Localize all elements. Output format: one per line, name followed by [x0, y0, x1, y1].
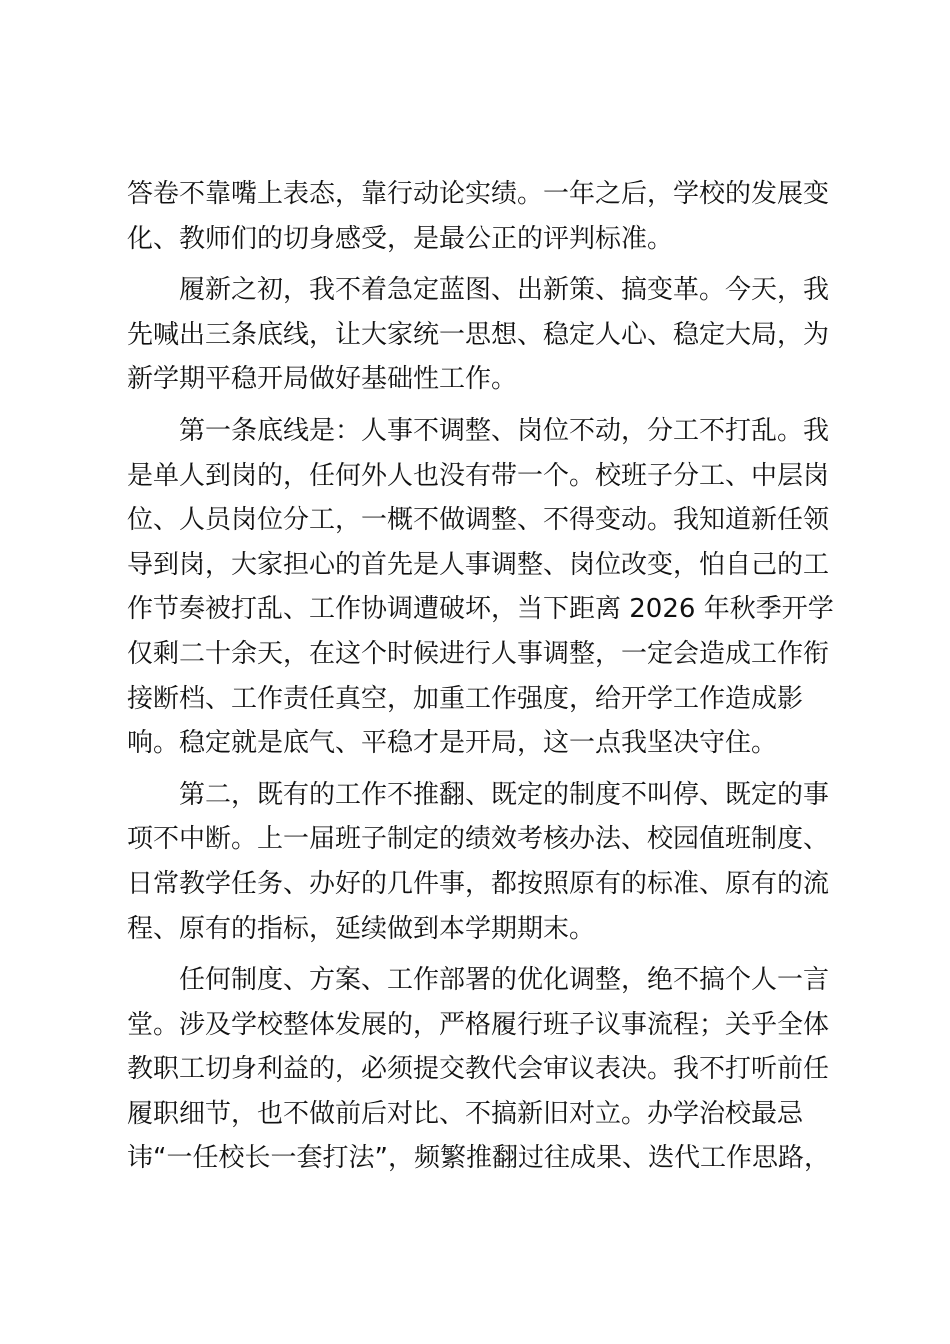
- text-line: 答卷不靠嘴上表态，靠行动论实绩。一年之后，学校的发展变: [127, 179, 830, 209]
- document-body: [127, 172, 834, 1181]
- text-line: 项不中断。上一届班子制定的绩效考核办法、校园值班制度、: [127, 824, 830, 855]
- paragraph: [127, 268, 834, 402]
- text-line: 导到岗，大家担心的首先是人事调整、岗位改变，怕自己的工: [127, 549, 830, 580]
- text-line: 先喊出三条底线，让大家统一思想、稳定人心、稳定大局，为: [127, 319, 830, 350]
- text-line: 第二，既有的工作不推翻、既定的制度不叫停、既定的事: [127, 779, 830, 810]
- text-line: 履职细节，也不做前后对比、不搞新旧对立。办学治校最忌: [127, 1098, 804, 1129]
- text-line: 任何制度、方案、工作部署的优化调整，绝不搞个人一言: [127, 965, 830, 996]
- text-line: 作节奏被打乱、工作协调遭破坏，当下距离 2026 年秋季开学: [127, 594, 834, 625]
- text-line: 位、人员岗位分工，一概不做调整、不得变动。我知道新任领: [127, 505, 830, 536]
- text-line: 程、原有的指标，延续做到本学期期末。: [127, 913, 596, 944]
- text-line: 第一条底线是：人事不调整、岗位不动，分工不打乱。我: [127, 415, 830, 446]
- text-line: 接断档、工作责任真空，加重工作强度，给开学工作造成影: [127, 683, 804, 714]
- text-line: 新学期平稳开局做好基础性工作。: [127, 364, 518, 395]
- paragraph: [127, 409, 834, 766]
- text-line: 日常教学任务、办好的几件事，都按照原有的标准、原有的流: [127, 868, 830, 899]
- text-line: 堂。涉及学校整体发展的，严格履行班子议事流程；关乎全体: [127, 1009, 830, 1040]
- paragraph: [127, 773, 834, 951]
- text-line: 仅剩二十余天，在这个时候进行人事调整，一定会造成工作衔: [127, 638, 830, 669]
- text-line: 是单人到岗的，任何外人也没有带一个。校班子分工、中层岗: [127, 460, 830, 491]
- paragraph: [127, 958, 834, 1181]
- text-line: 教职工切身利益的，必须提交教代会审议表决。我不打听前任: [127, 1054, 830, 1085]
- text-line: 响。稳定就是底气、平稳才是开局，这一点我坚决守住。: [127, 728, 778, 759]
- paragraph: [127, 172, 834, 261]
- text-line: 讳“一任校长一套打法”，频繁推翻过往成果、迭代工作思路，: [127, 1143, 830, 1174]
- text-line: 履新之初，我不着急定蓝图、出新策、搞变革。今天，我: [127, 275, 830, 306]
- text-line: 化、教师们的切身感受，是最公正的评判标准。: [127, 223, 674, 254]
